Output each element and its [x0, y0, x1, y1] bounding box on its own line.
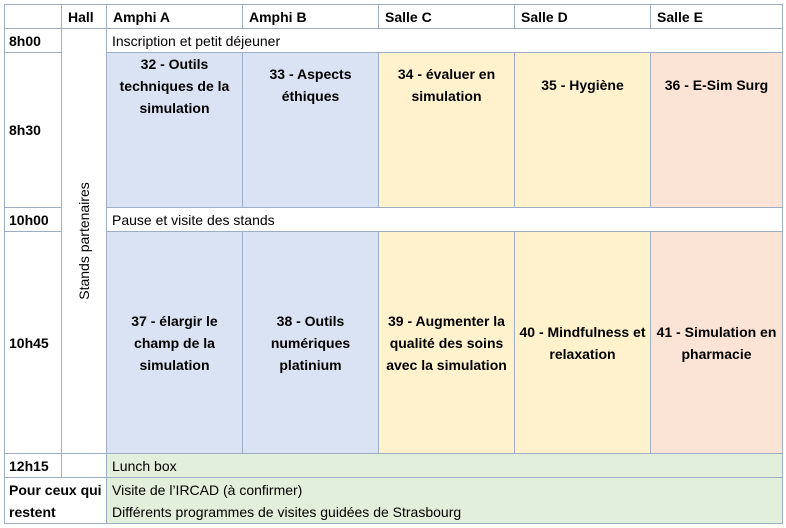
session-32: 32 - Outils techniques de la simulation	[106, 52, 243, 208]
remaining-line-ircad: Visite de l’IRCAD (à confirmer)	[112, 481, 303, 498]
header-hall: Hall	[61, 4, 107, 29]
hall-stands-column	[61, 28, 107, 454]
session-33: 33 - Aspects éthiques	[242, 52, 379, 208]
row-10h00-text: Pause et visite des stands	[106, 207, 783, 232]
remaining-line-strasbourg: Différents programmes de visites guidées de Strasbourg	[112, 503, 462, 520]
header-salle-c: Salle C	[378, 4, 515, 29]
row-12h15-text: Lunch box	[106, 453, 783, 478]
time-8h00: 8h00	[4, 28, 62, 53]
row-remaining-text	[106, 477, 783, 524]
session-39: 39 - Augmenter la qualité des soins avec la simulation	[378, 231, 515, 454]
session-35: 35 - Hygiène	[514, 52, 651, 208]
session-36: 36 - E-Sim Surg	[650, 52, 783, 208]
session-38: 38 - Outils numériques platinium	[242, 231, 379, 454]
session-41: 41 - Simulation en pharmacie	[650, 231, 783, 454]
session-37: 37 - élargir le champ de la simulation	[106, 231, 243, 454]
session-40: 40 - Mindfulness et relaxation	[514, 231, 651, 454]
hall-12h15-empty	[61, 453, 107, 478]
time-10h00: 10h00	[4, 207, 62, 232]
time-12h15: 12h15	[4, 453, 62, 478]
hall-stands-label: Stands partenaires	[76, 182, 92, 300]
time-remaining-label: Pour ceux qui restent	[4, 477, 107, 524]
header-salle-e: Salle E	[650, 4, 783, 29]
header-salle-d: Salle D	[514, 4, 651, 29]
time-8h30: 8h30	[4, 52, 62, 208]
time-10h45: 10h45	[4, 231, 62, 454]
header-amphi-a: Amphi A	[106, 4, 243, 29]
session-34: 34 - évaluer en simulation	[378, 52, 515, 208]
row-8h00-text: Inscription et petit déjeuner	[106, 28, 783, 53]
header-corner	[4, 4, 62, 29]
header-amphi-b: Amphi B	[242, 4, 379, 29]
